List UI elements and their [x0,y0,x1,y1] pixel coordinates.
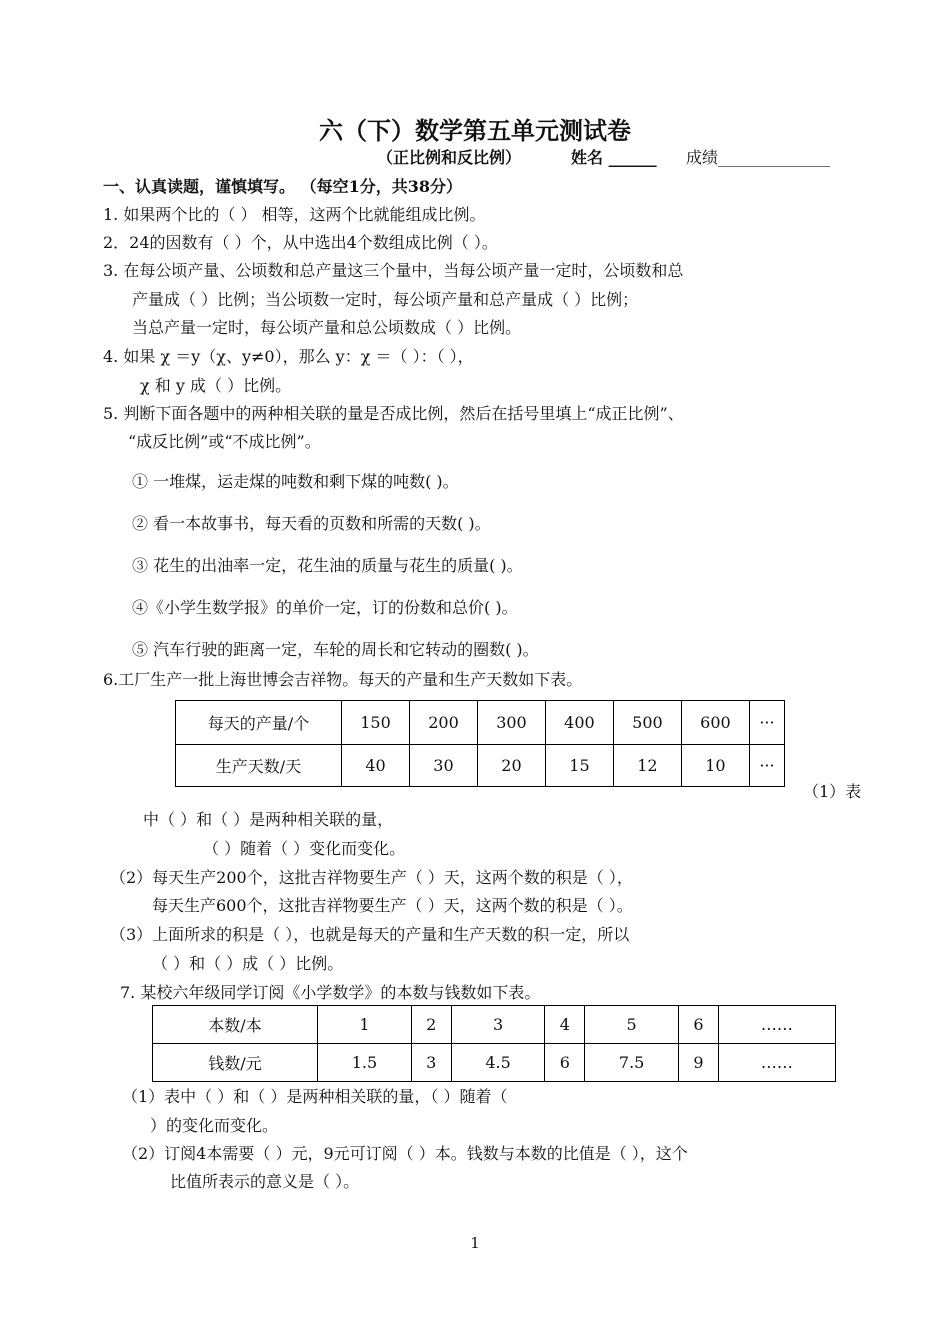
table-cell: 6 [545,1044,585,1082]
name-label: 姓名 ______ [571,148,657,167]
question-7-line: （2）订阅4本需要（ ）元，9元可订阅（ ）本。钱数与本数的比值是（ ），这个 [122,1144,688,1163]
table-cell: ··· [749,701,784,745]
question-5-item: ⑤ 汽车行驶的距离一定，车轮的周长和它转动的圈数( )。 [132,640,539,659]
table-cell: 30 [409,745,477,787]
question-6-line: （2）每天生产200个，这批吉祥物要生产（ ）天，这两个数的积是（ ）， [110,868,633,887]
question-6-line: （3）上面所求的积是（ ），也就是每天的产量和生产天数的积一定，所以 [110,925,630,944]
question-3-line: 产量成（ ）比例；当公顷数一定时，每公顷产量和总产量成（ ）比例； [132,290,639,309]
table-cell: 20 [477,745,545,787]
table-header-cell: 本数/本 [153,1006,318,1044]
table-cell: 10 [681,745,749,787]
question-2: 2．24的因数有（ ）个，从中选出4个数组成比例（ ）。 [103,233,498,252]
page-number: 1 [470,1234,480,1252]
table-cell: 500 [613,701,681,745]
table-cell: 7.5 [585,1044,679,1082]
question-5-line: “成反比例”或“不成比例”。 [128,432,321,451]
question-6: 6.工厂生产一批上海世博会吉祥物。每天的产量和生产天数如下表。 [103,670,583,689]
table-cell: 150 [342,701,410,745]
table-header-cell: 生产天数/天 [176,745,342,787]
table-cell: 4 [545,1006,585,1044]
table-row [176,701,785,745]
table-cell: 400 [545,701,613,745]
table-cell: …… [718,1006,835,1044]
table-cell: 40 [342,745,410,787]
page-title: 六（下）数学第五单元测试卷 [319,116,631,145]
question-5-item: ① 一堆煤，运走煤的吨数和剩下煤的吨数( )。 [132,472,459,491]
subtitle-topic: （正比例和反比例） [377,148,522,167]
question-1: 1. 如果两个比的（ ） 相等，这两个比就能组成比例。 [103,205,486,224]
question-3-line: 3. 在每公顷产量、公顷数和总产量这三个量中，当每公顷产量一定时，公顷数和总 [103,261,684,280]
table-row [176,745,785,787]
question-3-line: 当总产量一定时，每公顷产量和总公顷数成（ ）比例。 [132,318,522,337]
section-heading: 一、认真读题，谨慎填写。 （每空1分，共38分） [103,177,462,196]
table-header-cell: 钱数/元 [153,1044,318,1082]
question-6-line: （1）表 [803,782,862,801]
subscription-table [152,1005,836,1082]
table-cell: 4.5 [451,1044,545,1082]
table-cell: 5 [585,1006,679,1044]
table-header-cell: 每天的产量/个 [176,701,342,745]
table-cell: 15 [545,745,613,787]
question-7-line: 比值所表示的意义是（ ）。 [170,1172,360,1191]
table-cell: 1 [318,1006,412,1044]
table-cell: 300 [477,701,545,745]
table-cell: 3 [411,1044,451,1082]
table-cell: 2 [411,1006,451,1044]
table-cell: 200 [409,701,477,745]
question-6-line: 每天生产600个，这批吉祥物要生产（ ）天，这两个数的积是（ ）。 [152,896,633,915]
question-5-line: 5. 判断下面各题中的两种相关联的量是否成比例，然后在括号里填上“成正比例”、 [103,404,684,423]
table-cell: 12 [613,745,681,787]
production-table [175,700,785,787]
question-4-line: χ 和 y 成（ ）比例。 [140,376,292,395]
question-7: 7. 某校六年级同学订阅《小学数学》的本数与钱数如下表。 [120,983,541,1002]
table-cell: 6 [679,1006,719,1044]
table-cell: 1.5 [318,1044,412,1082]
question-5-item: ② 看一本故事书，每天看的页数和所需的天数( )。 [132,514,491,533]
table-row [153,1006,836,1044]
table-cell: …… [718,1044,835,1082]
table-cell: ··· [749,745,784,787]
question-6-line: 中（ ）和（ ）是两种相关联的量， [143,810,394,829]
question-5-item: ③ 花生的出油率一定，花生油的质量与花生的质量( )。 [132,556,523,575]
table-cell: 9 [679,1044,719,1082]
score-label: 成绩______________ [686,148,831,167]
question-6-line: （ ）随着（ ）变化而变化。 [203,839,406,858]
question-4-line: 4. 如果 χ ＝y（χ、y≠0），那么 y：χ ＝（ ）：（ ）， [103,347,474,366]
question-7-line: ）的变化而变化。 [150,1116,279,1135]
table-cell: 600 [681,701,749,745]
table-row [153,1044,836,1082]
table-cell: 3 [451,1006,545,1044]
question-7-line: （1）表中（ ）和（ ）是两种相关联的量，（ ）随着（ [122,1087,508,1106]
question-6-line: （ ）和（ ）成（ ）比例。 [152,954,344,973]
question-5-item: ④《小学生数学报》的单价一定，订的份数和总价( )。 [132,598,518,617]
